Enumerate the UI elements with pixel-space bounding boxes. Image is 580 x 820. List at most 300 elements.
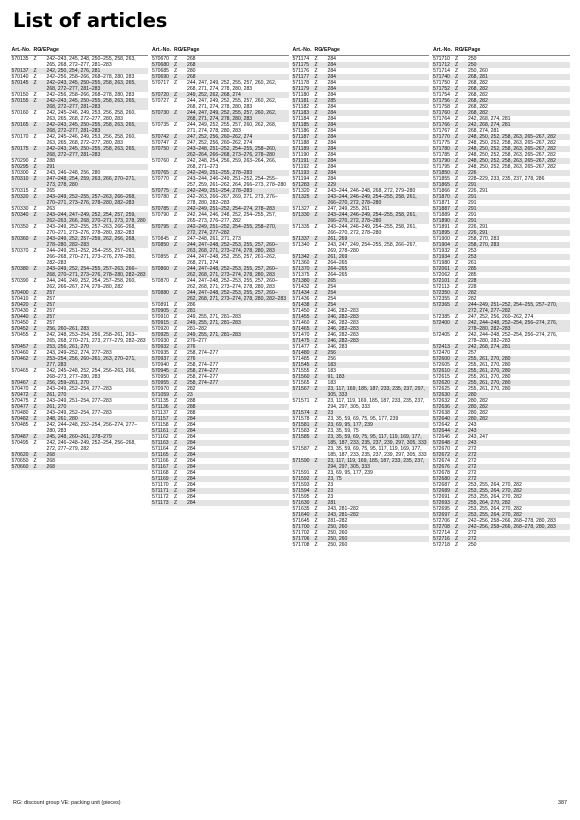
article-number: 570717 [152, 80, 169, 86]
discount-group: Z [174, 500, 178, 506]
article-number: 571470 [292, 332, 310, 338]
page-references: 242–243, 245, 250–255, 258, 263, 265, 268, 272–277, 281–283 [46, 146, 136, 158]
discount-group: Z [455, 182, 459, 188]
discount-group: Z [455, 116, 459, 122]
article-number: 571342 [292, 254, 310, 260]
article-number: 571712 [433, 62, 450, 68]
page-references: 246, 282–283 [327, 320, 359, 326]
article-number: 570650 [11, 458, 29, 464]
page-references: 91, 183 [327, 374, 345, 380]
page-references: 291 [468, 212, 477, 218]
discount-group: Z [455, 350, 459, 356]
article-number: 571571 [292, 398, 310, 404]
packing-unit [40, 194, 47, 206]
article-number: 570455 [11, 332, 29, 338]
discount-group: Z [314, 458, 318, 464]
page-references: 284 [327, 110, 336, 116]
article-number: 571635 [292, 506, 310, 512]
packing-unit [180, 176, 187, 188]
page-references: 256 [327, 350, 336, 356]
packing-unit [40, 122, 47, 134]
page-references: 272 [468, 470, 477, 476]
page-references: 247, 252, 256, 260–262, 274 [187, 140, 253, 146]
page-references: 255, 261, 270, 280 [468, 374, 511, 380]
article-number: 570860 [152, 266, 169, 272]
discount-group: Z [314, 146, 318, 152]
discount-group: Z [174, 80, 178, 86]
article-number: 571163 [152, 440, 169, 446]
page-references: 250 [468, 62, 477, 68]
packing-unit [180, 212, 187, 224]
discount-group: Z [33, 122, 37, 128]
discount-group: Z [33, 80, 37, 86]
discount-group: Z [33, 308, 37, 314]
discount-group: Z [33, 356, 37, 362]
discount-group: Z [174, 98, 178, 104]
table-row [151, 98, 289, 110]
discount-group: Z [314, 206, 318, 212]
discount-group: Z [455, 302, 459, 308]
discount-group: Z [314, 134, 318, 140]
article-number: 570935 [152, 350, 169, 356]
page-references: 265 [327, 278, 336, 284]
page-references: 243–249, 252, 257–259, 262, 266, 268, 278–280, 282–283 [46, 236, 136, 248]
discount-group: Z [314, 236, 318, 242]
discount-group: Z [455, 62, 459, 68]
page-references: 284 [187, 464, 196, 470]
article-number: 570290 [11, 158, 29, 164]
page-references: 256 [327, 356, 336, 362]
article-number: 571190 [292, 152, 310, 158]
page-references: 276 [187, 344, 196, 350]
discount-group: Z [33, 212, 37, 218]
article-number: 571432 [292, 284, 310, 290]
discount-group: Z [314, 314, 318, 320]
discount-group: Z [314, 302, 318, 308]
discount-group: Z [174, 278, 178, 284]
page-references: 244, 247, 249, 252, 255, 257, 260, 262, 268, 271, 274, 278, 280, 283 [187, 80, 277, 92]
article-number: 572676 [433, 464, 450, 470]
page-references: 244, 247, 249, 252, 255, 257, 260, 262, 268, 271, 274, 278, 280, 283 [187, 98, 277, 110]
discount-group: Z [174, 368, 178, 374]
discount-group: Z [455, 410, 459, 416]
article-number: 571136 [152, 404, 169, 410]
page-references: 249, 255, 271, 281–283 [187, 332, 241, 338]
discount-group: Z [455, 518, 459, 524]
index-column-4 [432, 46, 570, 791]
discount-group: Z [314, 518, 318, 524]
discount-group: Z [455, 356, 459, 362]
table-row [151, 254, 289, 266]
packing-unit [180, 278, 187, 290]
discount-group: Z [314, 368, 318, 374]
article-number: 570925 [152, 332, 169, 338]
page-references: 248, 250, 252, 258, 263, 265–267, 282 [468, 152, 556, 158]
page-references: 255, 261, 270, 280 [468, 362, 511, 368]
discount-group: Z [174, 140, 178, 146]
discount-group: Z [455, 254, 459, 260]
packing-unit [180, 110, 187, 122]
article-number: 571162 [152, 434, 169, 440]
article-number: 570742 [152, 134, 169, 140]
page-references: 248, 250, 252, 258, 263, 265–267, 282 [468, 164, 556, 170]
page-references: 244–249, 251–252, 254–255, 257–263, 266–268, 270–271, 273–276, 278–280, 282–283 [46, 248, 136, 266]
page-references: 242, 245–246, 249, 253, 256, 258, 260, 263, 265, 268, 272–277, 280, 283 [46, 110, 136, 122]
table-row [151, 212, 289, 224]
article-number: 570300 [11, 170, 29, 176]
article-number: 572350 [433, 290, 450, 296]
article-number: 571477 [292, 344, 310, 350]
discount-group: Z [174, 482, 178, 488]
discount-group: Z [455, 74, 459, 80]
article-number: 571135 [152, 398, 169, 404]
page-references: 272 [468, 476, 477, 482]
discount-group: Z [314, 176, 318, 182]
page-references: 243, 247, 249, 254–255, 258, 266–267, 269, 278–280 [327, 242, 417, 254]
discount-group: Z [174, 254, 178, 260]
discount-group: Z [174, 440, 178, 446]
article-number: 570485 [11, 422, 29, 428]
page-references: 284 [187, 458, 196, 464]
discount-group: Z [455, 152, 459, 158]
article-number: 571137 [152, 410, 169, 416]
article-number: 571183 [292, 110, 310, 116]
discount-group: Z [455, 56, 459, 62]
article-number: 571706 [292, 536, 310, 542]
table-row [11, 236, 149, 248]
article-number: 571593 [292, 482, 310, 488]
discount-group: Z [455, 194, 459, 200]
discount-group: Z [455, 458, 459, 464]
article-number: 571176 [292, 68, 310, 74]
packing-unit [40, 236, 47, 248]
article-number: 571164 [152, 446, 169, 452]
page-references: 243, 281–282 [327, 506, 359, 512]
article-number: 571870 [433, 194, 450, 200]
discount-group: Z [455, 476, 459, 482]
page-references: 272 [468, 458, 477, 464]
discount-group: Z [33, 386, 37, 392]
packing-unit [40, 146, 47, 158]
table-row [151, 122, 289, 134]
discount-group: Z [314, 416, 318, 422]
discount-group: Z [455, 164, 459, 170]
article-number: 572405 [433, 332, 450, 338]
page-references: 253, 256, 261, 270 [46, 344, 89, 350]
discount-group: Z [33, 248, 37, 254]
article-number: 571850 [433, 170, 450, 176]
discount-group: Z [314, 386, 318, 392]
page-references: 246, 282–283 [327, 314, 359, 320]
article-number: 570145 [11, 80, 29, 86]
page-references: 255, 261, 270, 280 [468, 386, 511, 392]
article-number: 572670 [433, 446, 450, 452]
table-row [151, 158, 289, 170]
page-references: 284 [187, 500, 196, 506]
discount-group: Z [314, 164, 318, 170]
packing-unit [180, 242, 187, 254]
footer-legend: RG: discount group VE: packing unit (pieces) [13, 800, 121, 806]
discount-group: Z [174, 452, 178, 458]
page-references: 247–248, 254, 259, 263, 266, 270–271, 273, 278, 280 [46, 176, 136, 188]
discount-group: Z [455, 212, 459, 218]
discount-group: Z [455, 398, 459, 404]
page-references: 282 [468, 290, 477, 296]
article-number: 571560 [292, 374, 310, 380]
article-number: 571891 [433, 224, 450, 230]
discount-group: Z [455, 296, 459, 302]
article-number: 572385 [433, 314, 450, 320]
page-references: 272 [468, 536, 477, 542]
table-row [292, 242, 430, 254]
page-references: 242, 268, 274, 281 [468, 116, 511, 122]
page-references: 284 [327, 74, 336, 80]
discount-group: Z [314, 512, 318, 518]
article-number: 572716 [433, 536, 450, 542]
packing-unit [40, 248, 47, 266]
discount-group: Z [314, 260, 318, 266]
article-number: 571177 [292, 74, 310, 80]
packing-unit [180, 158, 187, 170]
page-references: 272 [468, 464, 477, 470]
article-number: 570937 [152, 356, 169, 362]
article-number: 571760 [433, 110, 450, 116]
article-number: 572672 [433, 452, 450, 458]
page-references: 23 [327, 410, 334, 416]
page-references: 242, 268, 274, 281 [468, 122, 511, 128]
article-number: 571590 [292, 458, 310, 464]
ve-header: VE [461, 47, 468, 53]
discount-group: Z [455, 218, 459, 224]
discount-group: Z [455, 428, 459, 434]
article-number: 571758 [433, 104, 450, 110]
article-number: 571330 [292, 212, 310, 218]
page-references: 183 [327, 362, 336, 368]
table-row [432, 332, 570, 344]
article-number: 571640 [292, 512, 310, 518]
discount-group: Z [455, 104, 459, 110]
page-footer [13, 799, 567, 808]
article-number: 570480 [11, 410, 29, 416]
discount-group: Z [33, 458, 37, 464]
discount-group: Z [33, 68, 37, 74]
article-number: 571170 [152, 482, 169, 488]
page-references: 226 [468, 170, 477, 176]
packing-unit [40, 266, 47, 278]
packing-unit [321, 242, 328, 254]
article-number: 570310 [11, 176, 29, 182]
article-number: 570295 [11, 164, 29, 170]
table-row [292, 194, 430, 206]
article-number: 570940 [152, 362, 169, 368]
article-number: 572600 [433, 356, 450, 362]
discount-group: Z [174, 314, 178, 320]
page-references: 253, 255, 264, 270, 282 [468, 506, 522, 512]
article-number: 571785 [433, 152, 450, 158]
article-number: 570360 [11, 236, 29, 242]
article-number: 571283 [292, 182, 310, 188]
article-number: 572708 [433, 524, 450, 530]
discount-group: Z [455, 470, 459, 476]
page-references: 242–249, 251–255, 278–283 [187, 170, 253, 176]
table-row [292, 434, 430, 446]
discount-group: Z [174, 206, 178, 212]
discount-group: Z [174, 176, 178, 182]
article-number: 571186 [292, 128, 310, 134]
page-references: 258, 274–277 [187, 380, 219, 386]
article-number: 571545 [292, 362, 310, 368]
article-number: 570140 [11, 74, 29, 80]
page-references: 284 [187, 488, 196, 494]
discount-group: Z [314, 338, 318, 344]
page-references: 243–244, 246–249, 254–255, 258, 261, 266–270, 272, 278–280 [327, 194, 417, 206]
article-number: 572615 [433, 374, 450, 380]
page-references: 284 [327, 80, 336, 86]
article-number: 571752 [433, 86, 450, 92]
article-number: 570475 [11, 398, 29, 404]
page-references: 247, 249, 255, 261 [327, 206, 370, 212]
page-header: Page [187, 47, 200, 53]
article-number: 571932 [433, 248, 450, 254]
page-references: 242, 248, 254, 256, 259, 263–264, 266, 268, 271–273 [187, 158, 277, 170]
page-references: 246, 282–283 [327, 326, 359, 332]
discount-group: Z [314, 122, 318, 128]
article-number: 572620 [433, 380, 450, 386]
discount-group: Z [174, 212, 178, 218]
discount-group: Z [455, 530, 459, 536]
discount-group: Z [455, 494, 459, 500]
discount-group: Z [455, 392, 459, 398]
page-references: 228–229, 233, 235, 237, 278, 286 [468, 176, 545, 182]
page-references: 284 [187, 482, 196, 488]
discount-group: Z [33, 224, 37, 230]
article-number: 572113 [433, 284, 450, 290]
page-references: 23, 35, 59, 69, 75, 95, 177, 239 [327, 416, 399, 422]
discount-group: Z [174, 350, 178, 356]
article-number: 571980 [433, 260, 450, 266]
table-row [151, 224, 289, 236]
article-number: 570460 [11, 350, 29, 356]
page-references: 291 [46, 164, 55, 170]
discount-group: Z [314, 356, 318, 362]
page-references: 242, 244–248, 252–254, 256–274, 276, 278–280, 282–283 [468, 332, 558, 344]
table-row [11, 464, 149, 470]
page-references: 284 [187, 416, 196, 422]
discount-group: Z [314, 428, 318, 434]
page-references: 280, 282 [468, 398, 488, 404]
page-references: 244, 246, 249, 252, 254, 257–258, 260, 262, 266–267, 274, 279–280, 282 [46, 278, 136, 290]
discount-group: Z [314, 296, 318, 302]
page-references: 258, 274–277 [187, 374, 219, 380]
table-row [151, 146, 289, 158]
discount-group: Z [33, 368, 37, 374]
article-number: 571895 [433, 230, 450, 236]
art-no-header: Art.-No. [292, 47, 312, 53]
page-references: 284 [187, 470, 196, 476]
article-number: 570850 [152, 242, 169, 248]
packing-unit [180, 266, 187, 278]
article-number: 571887 [433, 206, 450, 212]
article-number: 570390 [11, 278, 29, 284]
page-references: 183 [327, 368, 336, 374]
page-references: 288 [46, 158, 55, 164]
discount-group: Z [314, 182, 318, 188]
article-number: 570467 [11, 380, 29, 386]
article-number: 570350 [11, 224, 29, 230]
packing-unit [180, 224, 187, 236]
packing-unit [40, 224, 47, 236]
packing-unit [321, 434, 328, 446]
article-number: 571934 [433, 254, 450, 260]
packing-unit [40, 134, 47, 146]
page-references: 257 [46, 296, 55, 302]
discount-group: Z [33, 398, 37, 404]
article-number: 572355 [433, 296, 450, 302]
discount-group: Z [314, 350, 318, 356]
page-references: 249, 255, 271, 281–283 [187, 314, 241, 320]
page-references: 284 [187, 476, 196, 482]
page-references: 243 [468, 440, 477, 446]
page-references: 268 [187, 62, 196, 68]
page-references: 248, 250, 252, 258, 263, 265–267, 282 [468, 140, 556, 146]
column-header [151, 46, 289, 56]
page-references: 243–249, 252, 254–255, 257–263, 266–268, 270–271, 273–276, 278–280, 282–283 [46, 266, 146, 278]
page-references: 242–256, 258–266, 268–278, 280, 283 [468, 524, 556, 530]
page-references: 263 [46, 206, 55, 212]
table-row [11, 278, 149, 290]
page-references: 226, 291 [468, 230, 488, 236]
discount-group: Z [174, 494, 178, 500]
page-references: 243–249, 252–254, 277–283 [46, 410, 112, 416]
page-references: 268, 282 [468, 86, 488, 92]
page-references: 23, 117, 169, 185, 187, 233, 235, 237, 297, 305, 333 [327, 386, 425, 398]
discount-group: Z [33, 326, 37, 332]
column-header [432, 46, 570, 56]
table-row [151, 290, 289, 302]
discount-group: Z [314, 320, 318, 326]
rg-header: RG [455, 47, 463, 53]
page-references: 246, 282–283 [327, 332, 359, 338]
page-references: 250, 260 [327, 530, 348, 536]
article-number: 571714 [433, 68, 450, 74]
article-number: 571192 [292, 164, 310, 170]
table-row [292, 386, 430, 398]
discount-group: Z [33, 380, 37, 386]
table-row [11, 356, 149, 368]
discount-group: Z [455, 236, 459, 242]
packing-unit [180, 194, 187, 206]
discount-group: Z [314, 266, 318, 272]
packing-unit [40, 368, 47, 380]
page-references: 23, 35, 59, 69, 75, 95, 117, 119, 169, 177, 185, 187, 233, 235, 237, 239, 297, 305, 333 [327, 434, 427, 446]
article-number: 571059 [152, 392, 169, 398]
page-references: 257 [46, 308, 55, 314]
page-references: 254 [327, 290, 336, 296]
article-number: 571702 [292, 530, 310, 536]
discount-group: Z [314, 92, 318, 98]
index-rows [151, 56, 289, 506]
discount-group: Z [314, 278, 318, 284]
page-references: 284 [327, 176, 336, 182]
page-references: 284 [327, 68, 336, 74]
discount-group: Z [455, 248, 459, 254]
discount-group: Z [455, 434, 459, 440]
article-number: 570690 [152, 74, 169, 80]
discount-group: Z [455, 332, 459, 338]
discount-group: Z [455, 446, 459, 452]
packing-unit [461, 332, 468, 344]
ve-header: VE [39, 47, 47, 53]
